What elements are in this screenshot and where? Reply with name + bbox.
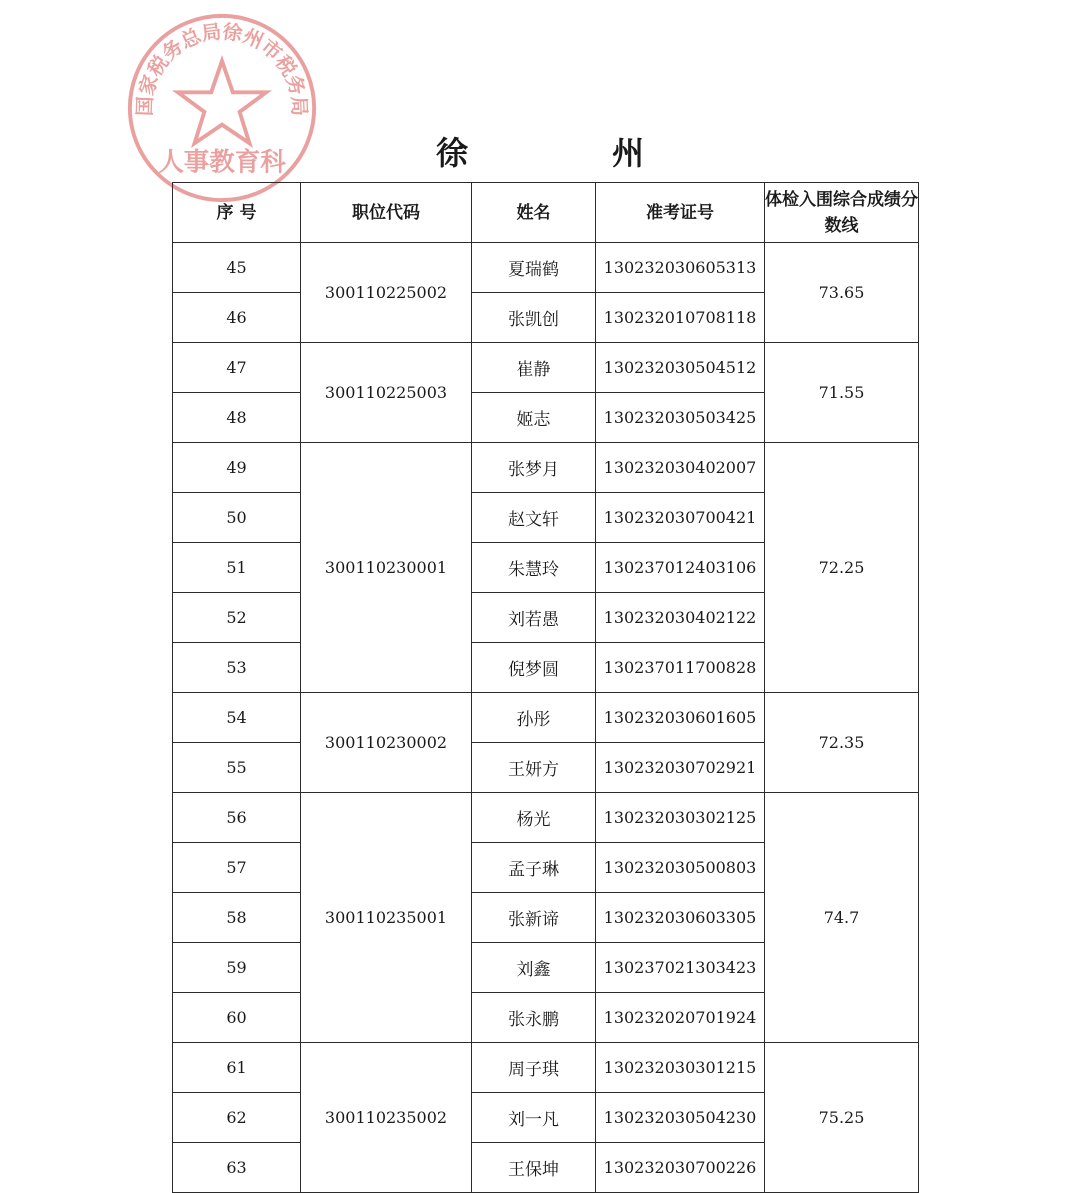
- exam-no-cell: 130232030504512: [596, 343, 765, 393]
- name-cell: 孟子琳: [472, 843, 596, 893]
- table-header-row: [173, 183, 919, 243]
- name-cell: 倪梦圆: [472, 643, 596, 693]
- table-row: [173, 793, 919, 843]
- name-cell: 朱慧玲: [472, 543, 596, 593]
- name-cell: 张新谛: [472, 893, 596, 943]
- table-row: [173, 693, 919, 743]
- name-cell: 孙彤: [472, 693, 596, 743]
- header-name: 姓名: [472, 183, 596, 243]
- exam-no-cell: 130232030504230: [596, 1093, 765, 1143]
- exam-no-cell: 130232030601605: [596, 693, 765, 743]
- seq-cell: 60: [173, 993, 301, 1043]
- table-row: [173, 243, 919, 293]
- post-code-cell: 300110230002: [301, 693, 472, 793]
- name-cell: 赵文轩: [472, 493, 596, 543]
- seq-cell: 61: [173, 1043, 301, 1093]
- name-cell: 周子琪: [472, 1043, 596, 1093]
- exam-no-cell: 130237011700828: [596, 643, 765, 693]
- exam-no-cell: 130232030605313: [596, 243, 765, 293]
- score-cell: 72.25: [765, 443, 919, 693]
- header-score: 体检入围综合成绩分数线: [765, 183, 919, 243]
- exam-no-cell: 130232030301215: [596, 1043, 765, 1093]
- name-cell: 姬志: [472, 393, 596, 443]
- score-cell: 72.35: [765, 693, 919, 793]
- name-cell: 刘鑫: [472, 943, 596, 993]
- exam-no-cell: 130232030700226: [596, 1143, 765, 1193]
- name-cell: 张永鹏: [472, 993, 596, 1043]
- exam-no-cell: 130232030603305: [596, 893, 765, 943]
- seq-cell: 56: [173, 793, 301, 843]
- seq-cell: 48: [173, 393, 301, 443]
- seq-cell: 46: [173, 293, 301, 343]
- svg-text:国家税务总局徐州市税务局: [133, 20, 311, 116]
- seq-cell: 45: [173, 243, 301, 293]
- post-code-cell: 300110230001: [301, 443, 472, 693]
- post-code-cell: 300110225003: [301, 343, 472, 443]
- exam-no-cell: 130232030503425: [596, 393, 765, 443]
- name-cell: 刘若愚: [472, 593, 596, 643]
- exam-no-cell: 130232030402007: [596, 443, 765, 493]
- header-seq: 序 号: [173, 183, 301, 243]
- seq-cell: 62: [173, 1093, 301, 1143]
- seq-cell: 53: [173, 643, 301, 693]
- seq-cell: 58: [173, 893, 301, 943]
- name-cell: 杨光: [472, 793, 596, 843]
- table-body: [173, 243, 919, 1193]
- seq-cell: 55: [173, 743, 301, 793]
- seal-center-text: 人事教育科: [158, 147, 286, 178]
- seq-cell: 51: [173, 543, 301, 593]
- exam-no-cell: 130237012403106: [596, 543, 765, 593]
- table-row: [173, 343, 919, 393]
- post-code-cell: 300110235002: [301, 1043, 472, 1193]
- seq-cell: 57: [173, 843, 301, 893]
- seq-cell: 50: [173, 493, 301, 543]
- header-exam-no: 准考证号: [596, 183, 765, 243]
- exam-no-cell: 130232030402122: [596, 593, 765, 643]
- official-seal: [124, 10, 320, 206]
- seal-ring-text: 国家税务总局徐州市税务局: [133, 20, 311, 117]
- name-cell: 王保坤: [472, 1143, 596, 1193]
- score-cell: 75.25: [765, 1043, 919, 1193]
- name-cell: 刘一凡: [472, 1093, 596, 1143]
- name-cell: 张凯创: [472, 293, 596, 343]
- exam-no-cell: 130232030700421: [596, 493, 765, 543]
- seq-cell: 52: [173, 593, 301, 643]
- page-title: 徐 州: [435, 134, 700, 172]
- seq-cell: 63: [173, 1143, 301, 1193]
- name-cell: 王妍方: [472, 743, 596, 793]
- seq-cell: 59: [173, 943, 301, 993]
- exam-no-cell: 130232030302125: [596, 793, 765, 843]
- post-code-cell: 300110235001: [301, 793, 472, 1043]
- score-cell: 74.7: [765, 793, 919, 1043]
- name-cell: 崔静: [472, 343, 596, 393]
- score-cell: 71.55: [765, 343, 919, 443]
- name-cell: 夏瑞鹤: [472, 243, 596, 293]
- seq-cell: 47: [173, 343, 301, 393]
- exam-no-cell: 130232010708118: [596, 293, 765, 343]
- exam-no-cell: 130232030500803: [596, 843, 765, 893]
- exam-no-cell: 130237021303423: [596, 943, 765, 993]
- seq-cell: 49: [173, 443, 301, 493]
- score-cell: 73.65: [765, 243, 919, 343]
- header-post-code: 职位代码: [301, 183, 472, 243]
- table-row: [173, 1043, 919, 1093]
- seq-cell: 54: [173, 693, 301, 743]
- candidate-table: [172, 182, 919, 1193]
- exam-no-cell: 130232020701924: [596, 993, 765, 1043]
- table-row: [173, 443, 919, 493]
- exam-no-cell: 130232030702921: [596, 743, 765, 793]
- name-cell: 张梦月: [472, 443, 596, 493]
- post-code-cell: 300110225002: [301, 243, 472, 343]
